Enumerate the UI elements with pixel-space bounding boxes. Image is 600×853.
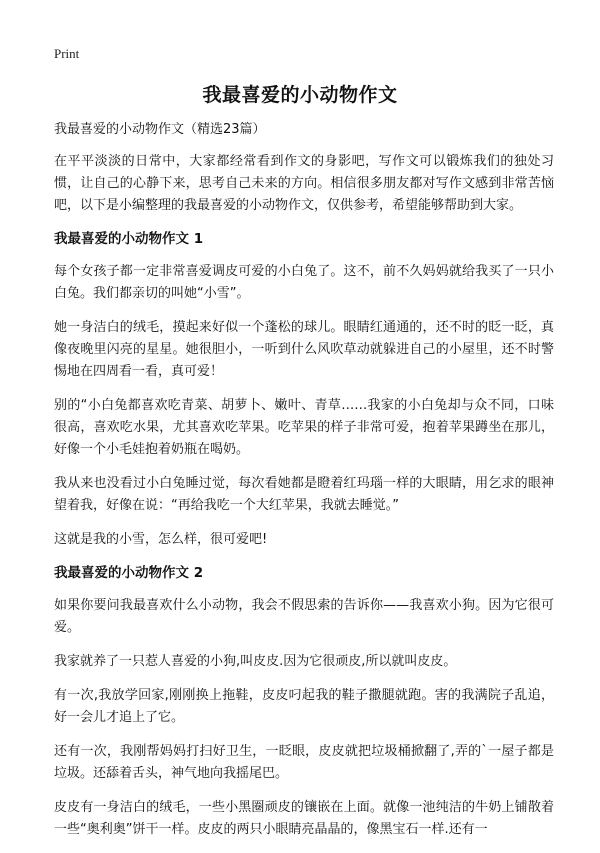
article-body xyxy=(54,120,554,853)
essay-2-paragraph: 还有一次，我刚帮妈妈打扫好卫生，一眨眼，皮皮就把垃圾桶掀翻了,弄的`一屋子都是垃圾。还舔着舌头，神气地向我摇尾巴。 xyxy=(54,744,554,781)
essay-1-paragraph: 我从来也没看过小白兔睡过觉，每次看她都是瞪着红玛瑙一样的大眼睛，用乞求的眼神望着我，好像在说：“再给我吃一个大红苹果，我就去睡觉。” xyxy=(54,476,554,513)
essay-1-paragraph: 别的“小白兔都喜欢吃青菜、胡萝卜、嫩叶、青草……我家的小白兔却与众不同，口味很高，喜欢吃水果，尤其喜欢吃苹果。吃苹果的样子非常可爱，抱着苹果蹲坐在那儿，好像一个小毛娃抱着奶瓶在喝奶。 xyxy=(54,398,554,457)
essay-1-paragraph: 她一身洁白的绒毛，摸起来好似一个蓬松的球儿。眼睛红通通的，还不时的眨一眨，真像夜晚里闪亮的星星。她很胆小，一听到什么风吹草动就躲进自己的小屋里，还不时警惕地在四周看一看，真可爱！ xyxy=(54,320,554,379)
essay-2-paragraph: 我家就养了一只惹人喜爱的小狗,叫皮皮.因为它很顽皮,所以就叫皮皮。 xyxy=(54,654,457,669)
essay-1-paragraph: 这就是我的小雪，怎么样，很可爱吧! xyxy=(54,532,268,547)
article-subtitle: 我最喜爱的小动物作文（精选23篇） xyxy=(54,122,266,137)
essay-2-paragraph: 如果你要问我最喜欢什么小动物，我会不假思索的告诉你——我喜欢小狗。因为它很可爱。 xyxy=(54,598,554,635)
essay-2-paragraph: 有一次,我放学回家,刚刚换上拖鞋，皮皮叼起我的鞋子撒腿就跑。害的我满院子乱追，好一会儿才追上了它。 xyxy=(54,688,554,725)
essay-2-paragraph: 皮皮有一身洁白的绒毛，一些小黑圈顽皮的镶嵌在上面。就像一池纯洁的牛奶上铺散着一些“奥利奥”饼干一样。皮皮的两只小眼睛亮晶晶的，像黑宝石一样.还有一 xyxy=(54,800,554,837)
essay-1-paragraph: 每个女孩子都一定非常喜爱调皮可爱的小白兔了。这不，前不久妈妈就给我买了一只小白兔。我们都亲切的叫她“小雪”。 xyxy=(54,264,554,301)
essay-2-heading: 我最喜爱的小动物作文 2 xyxy=(54,565,204,581)
essay-1-heading: 我最喜爱的小动物作文 1 xyxy=(54,231,204,247)
intro-paragraph: 在平平淡淡的日常中，大家都经常看到作文的身影吧，写作文可以锻炼我们的独处习惯，让自己的心静下来，思考自己未来的方向。相信很多朋友都对写作文感到非常苦恼吧，以下是小编整理的我最喜爱的小动物作文，仅供参考，希望能够帮助到大家。 xyxy=(54,154,554,213)
page-title: 我最喜爱的小动物作文 xyxy=(202,84,398,106)
print-link[interactable]: Print xyxy=(54,46,80,61)
